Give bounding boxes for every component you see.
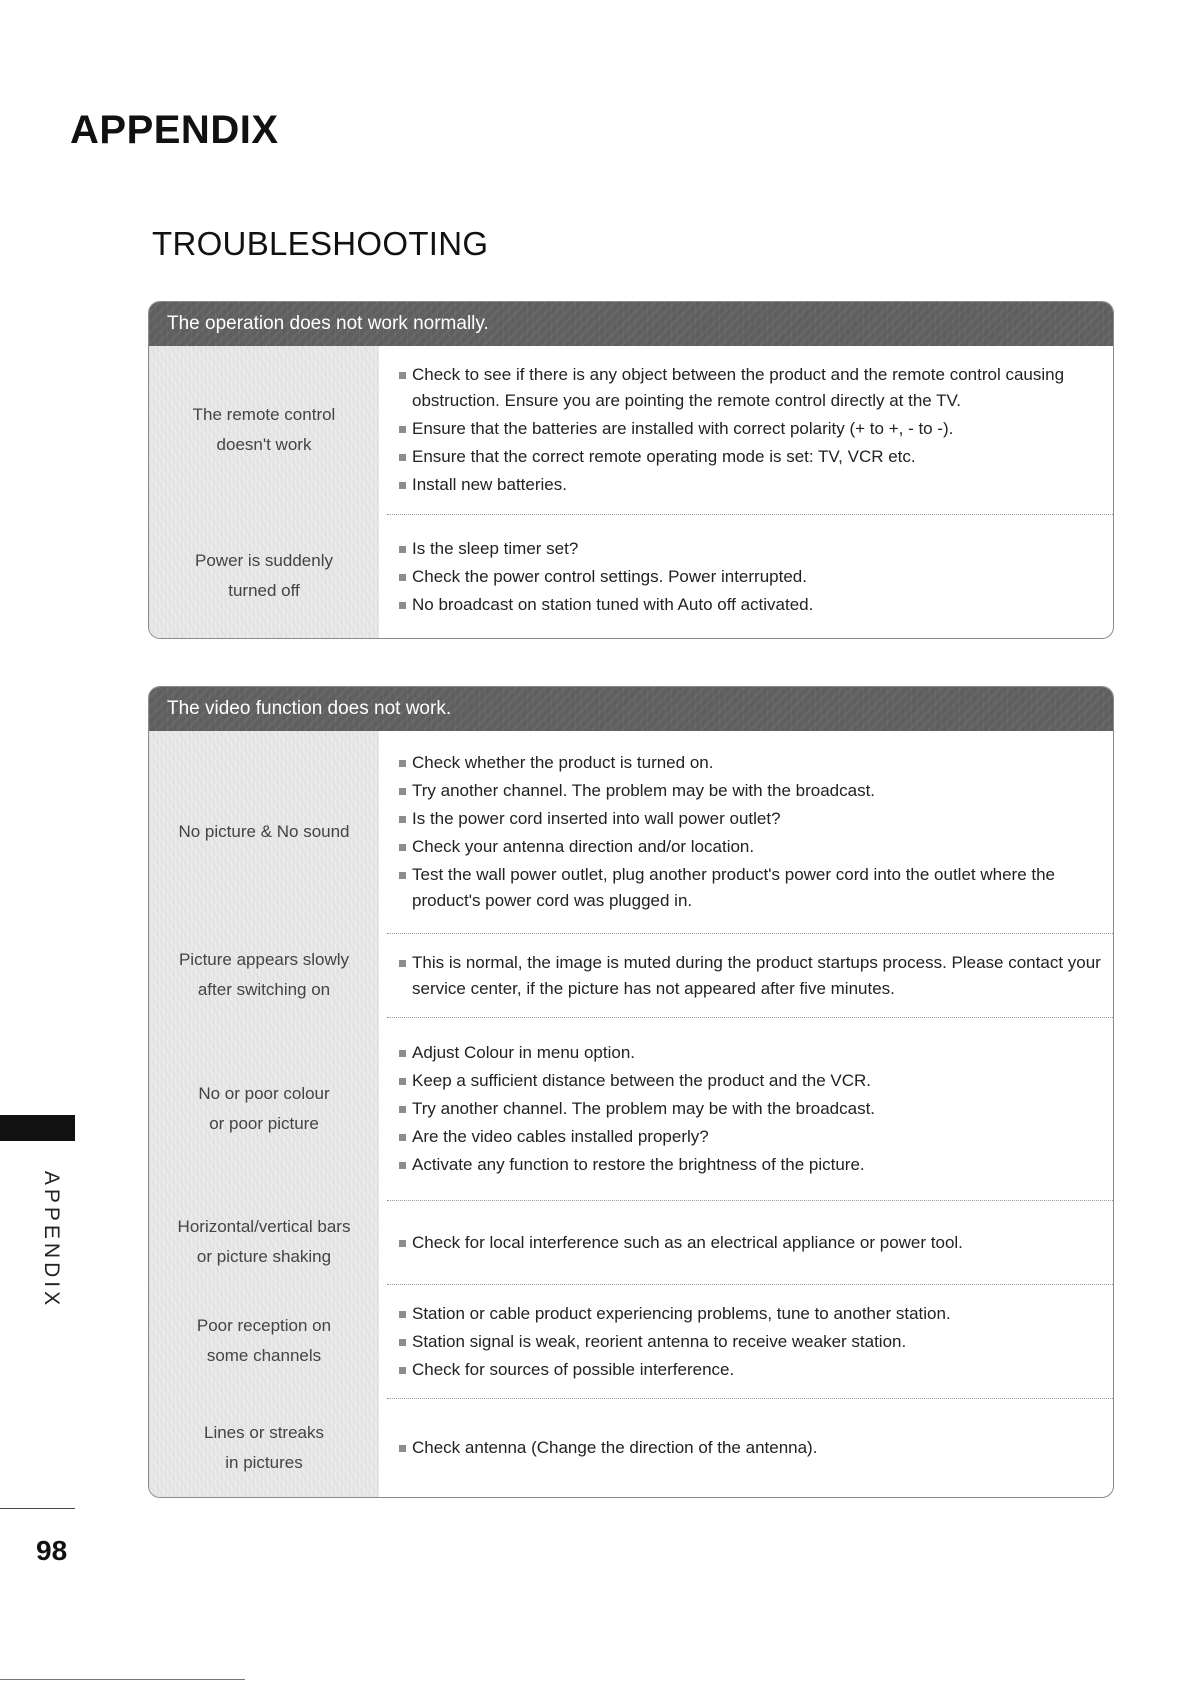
solution-item: Check for local interference such as an electrical appliance or power tool. [397, 1230, 1105, 1256]
solution-item: Are the video cables installed properly? [397, 1124, 1105, 1150]
symptom-cell [149, 1284, 379, 1398]
solution-cell [387, 1398, 1113, 1497]
solution-item: Check the power control settings. Power interrupted. [397, 564, 1105, 590]
solution-item: Ensure that the correct remote operating mode is set: TV, VCR etc. [397, 444, 1105, 470]
solution-list [397, 1038, 1105, 1180]
solution-list [397, 748, 1105, 916]
solution-cell [387, 933, 1113, 1017]
table-row [149, 933, 1113, 1017]
solution-item: Adjust Colour in menu option. [397, 1040, 1105, 1066]
solution-list [397, 360, 1105, 500]
symptom-cell [149, 731, 379, 933]
table-row [149, 731, 1113, 933]
cell-gap [379, 1200, 387, 1284]
solution-cell [387, 731, 1113, 933]
symptom-cell [149, 1398, 379, 1497]
cell-gap [379, 346, 387, 514]
appendix-title: APPENDIX [70, 108, 279, 152]
solution-item: Test the wall power outlet, plug another product's power cord into the outlet where the product's power cord was plugged in. [397, 862, 1105, 914]
solution-cell [387, 514, 1113, 638]
solution-list [397, 1228, 1105, 1258]
page-number: 98 [36, 1535, 68, 1566]
symptom-cell [149, 933, 379, 1017]
solution-item: Check whether the product is turned on. [397, 750, 1105, 776]
symptom-label: doesn't work [216, 435, 312, 454]
symptom-label: Lines or streaks [204, 1422, 324, 1442]
solution-cell [387, 1200, 1113, 1284]
solution-item: No broadcast on station tuned with Auto off activated. [397, 592, 1105, 618]
solution-cell [387, 1017, 1113, 1200]
section-title: TROUBLESHOOTING [152, 225, 489, 262]
solution-item: Check to see if there is any object between the product and the remote control causing obstruction. Ensure you are pointing the remote control directly at the TV. [397, 362, 1105, 414]
side-tab-marker [0, 1115, 75, 1141]
table-row [149, 1017, 1113, 1200]
solution-item: Try another channel. The problem may be with the broadcast. [397, 778, 1105, 804]
symptom-cell [149, 346, 379, 514]
solution-cell [387, 1284, 1113, 1398]
cell-gap [379, 1284, 387, 1398]
solution-item: Activate any function to restore the brightness of the picture. [397, 1152, 1105, 1178]
solution-item: This is normal, the image is muted during the product startups process. Please contact your service center, if the picture has not appeared after five minutes. [397, 950, 1105, 1002]
solution-item: Is the power cord inserted into wall power outlet? [397, 806, 1105, 832]
symptom-cell [149, 514, 379, 638]
symptom-label: Power is suddenly [195, 551, 333, 570]
symptom-cell [149, 1017, 379, 1200]
symptom-label: or poor picture [209, 1113, 319, 1133]
table-header: The operation does not work normally. [149, 302, 1113, 346]
solution-item: Try another channel. The problem may be with the broadcast. [397, 1096, 1105, 1122]
symptom-label: Picture appears slowly [178, 950, 350, 969]
cell-gap [379, 731, 387, 933]
cell-gap [379, 1398, 387, 1497]
symptom-label: some channels [206, 1346, 322, 1365]
solution-item: Is the sleep timer set? [397, 536, 1105, 562]
solution-item: Keep a sufficient distance between the product and the VCR. [397, 1068, 1105, 1094]
symptom-cell [149, 1200, 379, 1284]
table-row [149, 1284, 1113, 1398]
symptom-label: No picture & No sound [178, 822, 350, 841]
troubleshooting-table-operation [148, 301, 1114, 639]
symptom-label: Horizontal/vertical bars [177, 1217, 351, 1236]
table-row [149, 346, 1113, 514]
solution-list [397, 534, 1105, 620]
solution-cell [387, 346, 1113, 514]
solution-item: Station or cable product experiencing problems, tune to another station. [397, 1301, 1105, 1327]
solution-item: Install new batteries. [397, 472, 1105, 498]
cell-gap [379, 933, 387, 1017]
table-row [149, 1398, 1113, 1497]
symptom-label: Poor reception on [196, 1316, 332, 1335]
troubleshooting-table-video [148, 686, 1114, 1498]
table-header: The video function does not work. [149, 687, 1113, 731]
solution-item: Ensure that the batteries are installed with correct polarity (+ to +, - to -). [397, 416, 1105, 442]
solution-list [397, 948, 1105, 1004]
symptom-label: The remote control [192, 405, 336, 424]
symptom-label: turned off [228, 581, 300, 600]
symptom-label: or picture shaking [196, 1247, 332, 1266]
symptom-label: No or poor colour [198, 1083, 330, 1103]
cell-gap [379, 1017, 387, 1200]
solution-item: Check antenna (Change the direction of the antenna). [397, 1435, 1105, 1461]
solution-item: Station signal is weak, reorient antenna to receive weaker station. [397, 1329, 1105, 1355]
solution-item: Check for sources of possible interference. [397, 1357, 1105, 1383]
footer-rule [0, 1679, 245, 1680]
symptom-label: in pictures [225, 1452, 303, 1472]
side-section-label: APPENDIX [40, 1170, 63, 1310]
solution-item: Check your antenna direction and/or location. [397, 834, 1105, 860]
page-number-rule [0, 1508, 75, 1509]
table-row [149, 1200, 1113, 1284]
solution-list [397, 1433, 1105, 1463]
solution-list [397, 1299, 1105, 1385]
symptom-label: after switching on [197, 980, 331, 999]
table-row [149, 514, 1113, 638]
cell-gap [379, 514, 387, 638]
